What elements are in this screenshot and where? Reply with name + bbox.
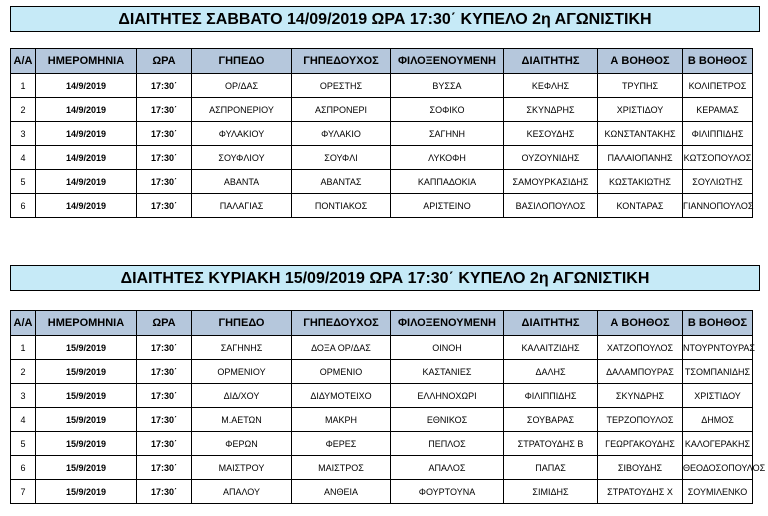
header-aa: Α/Α <box>11 49 36 74</box>
cell-time: 17:30΄ <box>137 408 192 432</box>
sunday-referees-table <box>10 310 766 504</box>
header-away-team: ΦΙΛΟΞΕΝΟΥΜΕΝΗ <box>391 49 504 74</box>
header-away-team: ΦΙΛΟΞΕΝΟΥΜΕΝΗ <box>391 311 504 336</box>
cell-time: 17:30΄ <box>137 146 192 170</box>
header-assistant-a: Α ΒΟΗΘΟΣ <box>598 49 683 74</box>
cell-home-team: ΠΟΝΤΙΑΚΟΣ <box>292 194 391 218</box>
cell-assistant-b: ΝΤΟΥΡΝΤΟΥΡΑΣ <box>683 336 753 360</box>
table-row <box>11 170 753 194</box>
cell-date: 14/9/2019 <box>36 170 137 194</box>
cell-assistant-a: ΚΩΝΣΤΑΝΤΑΚΗΣ <box>598 122 683 146</box>
header-field: ΓΗΠΕΔΟ <box>192 49 292 74</box>
cell-date: 14/9/2019 <box>36 194 137 218</box>
cell-assistant-a: ΣΙΒΟΥΔΗΣ <box>598 456 683 480</box>
cell-assistant-b: ΣΟΥΜΙΛΕΝΚΟ <box>683 480 753 504</box>
table-row <box>11 146 753 170</box>
cell-home-team: ΔΙΔΥΜΟΤΕΙΧΟ <box>292 384 391 408</box>
cell-home-team: ΣΟΥΦΛΙ <box>292 146 391 170</box>
cell-date: 14/9/2019 <box>36 74 137 98</box>
cell-referee: ΣΙΜΙΔΗΣ <box>504 480 598 504</box>
cell-away-team: ΚΑΠΠΑΔΟΚΙΑ <box>391 170 504 194</box>
table-row <box>11 408 753 432</box>
cell-date: 15/9/2019 <box>36 408 137 432</box>
cell-home-team: ΔΟΞΑ ΟΡ/ΔΑΣ <box>292 336 391 360</box>
cell-assistant-b: ΣΟΥΛΙΩΤΗΣ <box>683 170 753 194</box>
cell-field: ΣΑΓΗΝΗΣ <box>192 336 292 360</box>
cell-away-team: ΑΠΑΛΟΣ <box>391 456 504 480</box>
cell-away-team: ΣΑΓΗΝΗ <box>391 122 504 146</box>
cell-field: ΣΟΥΦΛΙΟΥ <box>192 146 292 170</box>
cell-referee: ΒΑΣΙΛΟΠΟΥΛΟΣ <box>504 194 598 218</box>
header-date: ΗΜΕΡΟΜΗΝΙΑ <box>36 49 137 74</box>
cell-date: 15/9/2019 <box>36 432 137 456</box>
cell-field: ΑΣΠΡΟΝΕΡΙΟΥ <box>192 98 292 122</box>
table-row <box>11 480 753 504</box>
cell-field: ΔΙΔ/ΧΟΥ <box>192 384 292 408</box>
header-assistant-b: Β ΒΟΗΘΟΣ <box>683 311 753 336</box>
cell-aa: 4 <box>11 146 36 170</box>
cell-field: ΑΒΑΝΤΑ <box>192 170 292 194</box>
cell-time: 17:30΄ <box>137 194 192 218</box>
cell-time: 17:30΄ <box>137 122 192 146</box>
cell-assistant-a: ΣΚΥΝΔΡΗΣ <box>598 384 683 408</box>
cell-assistant-a: ΤΡΥΠΗΣ <box>598 74 683 98</box>
cell-assistant-b: ΚΩΤΣΟΠΟΥΛΟΣ <box>683 146 753 170</box>
cell-referee: ΔΑΛΗΣ <box>504 360 598 384</box>
cell-assistant-b: ΚΕΡΑΜΑΣ <box>683 98 753 122</box>
cell-assistant-a: ΚΩΣΤΑΚΙΩΤΗΣ <box>598 170 683 194</box>
cell-time: 17:30΄ <box>137 98 192 122</box>
cell-referee: ΣΚΥΝΔΡΗΣ <box>504 98 598 122</box>
table-row <box>11 74 753 98</box>
cell-date: 15/9/2019 <box>36 360 137 384</box>
header-field: ΓΗΠΕΔΟ <box>192 311 292 336</box>
cell-aa: 1 <box>11 74 36 98</box>
cell-aa: 3 <box>11 122 36 146</box>
cell-home-team: ΦΥΛΑΚΙΟ <box>292 122 391 146</box>
cell-time: 17:30΄ <box>137 336 192 360</box>
cell-home-team: ΜΑΚΡΗ <box>292 408 391 432</box>
header-assistant-a: Α ΒΟΗΘΟΣ <box>598 311 683 336</box>
cell-aa: 3 <box>11 384 36 408</box>
cell-assistant-a: ΧΑΤΖΟΠΟΥΛΟΣ <box>598 336 683 360</box>
cell-assistant-a: ΣΤΡΑΤΟΥΔΗΣ Χ <box>598 480 683 504</box>
cell-field: ΑΠΑΛΟΥ <box>192 480 292 504</box>
cell-referee: ΟΥΖΟΥΝΙΔΗΣ <box>504 146 598 170</box>
table-row <box>11 456 753 480</box>
cell-assistant-a: ΓΕΩΡΓΑΚΟΥΔΗΣ <box>598 432 683 456</box>
cell-referee: ΣΑΜΟΥΡΚΑΣΙΔΗΣ <box>504 170 598 194</box>
cell-field: ΜΑΙΣΤΡΟΥ <box>192 456 292 480</box>
cell-assistant-a: ΚΟΝΤΑΡΑΣ <box>598 194 683 218</box>
cell-field: ΠΑΛΑΓΙΑΣ <box>192 194 292 218</box>
cell-home-team: ΑΝΘΕΙΑ <box>292 480 391 504</box>
cell-assistant-b: ΤΣΟΜΠΑΝΙΔΗΣ <box>683 360 753 384</box>
table-row <box>11 336 753 360</box>
header-date: ΗΜΕΡΟΜΗΝΙΑ <box>36 311 137 336</box>
cell-field: ΟΡΜΕΝΙΟΥ <box>192 360 292 384</box>
cell-time: 17:30΄ <box>137 456 192 480</box>
cell-assistant-a: ΤΕΡΖΟΠΟΥΛΟΣ <box>598 408 683 432</box>
header-assistant-b: Β ΒΟΗΘΟΣ <box>683 49 753 74</box>
cell-away-team: ΕΘΝΙΚΟΣ <box>391 408 504 432</box>
cell-home-team: ΟΡΕΣΤΗΣ <box>292 74 391 98</box>
header-home-team: ΓΗΠΕΔΟΥΧΟΣ <box>292 49 391 74</box>
cell-assistant-a: ΔΑΛΑΜΠΟΥΡΑΣ <box>598 360 683 384</box>
cell-assistant-b: ΓΙΑΝΝΟΠΟΥΛΟΣ <box>683 194 753 218</box>
cell-date: 14/9/2019 <box>36 122 137 146</box>
cell-aa: 5 <box>11 432 36 456</box>
table-row <box>11 384 753 408</box>
header-home-team: ΓΗΠΕΔΟΥΧΟΣ <box>292 311 391 336</box>
table-row <box>11 122 753 146</box>
table-row <box>11 98 753 122</box>
cell-referee: ΚΕΦΛΗΣ <box>504 74 598 98</box>
cell-referee: ΚΕΣΟΥΔΗΣ <box>504 122 598 146</box>
cell-assistant-b: ΧΡΙΣΤΙΔΟΥ <box>683 384 753 408</box>
cell-aa: 4 <box>11 408 36 432</box>
section-2-title: ΔΙΑΙΤΗΤΕΣ ΚΥΡΙΑΚΗ 15/09/2019 ΩΡΑ 17:30΄ ΚΥΠΕΛΟ 2η ΑΓΩΝΙΣΤΙΚΗ <box>10 265 760 291</box>
cell-aa: 6 <box>11 194 36 218</box>
cell-assistant-b: ΚΑΛΟΓΕΡΑΚΗΣ <box>683 432 753 456</box>
cell-assistant-b: ΦΙΛΙΠΠΙΔΗΣ <box>683 122 753 146</box>
cell-away-team: ΑΡΙΣΤΕΙΝΟ <box>391 194 504 218</box>
saturday-referees-table <box>10 48 753 218</box>
header-aa: Α/Α <box>11 311 36 336</box>
cell-date: 15/9/2019 <box>36 480 137 504</box>
cell-field: ΦΕΡΩΝ <box>192 432 292 456</box>
cell-referee: ΣΟΥΒΑΡΑΣ <box>504 408 598 432</box>
cell-date: 14/9/2019 <box>36 98 137 122</box>
cell-home-team: ΦΕΡΕΣ <box>292 432 391 456</box>
table-row <box>11 360 753 384</box>
header-time: ΩΡΑ <box>137 49 192 74</box>
cell-time: 17:30΄ <box>137 170 192 194</box>
cell-home-team: ΟΡΜΕΝΙΟ <box>292 360 391 384</box>
cell-aa: 2 <box>11 98 36 122</box>
cell-home-team: ΜΑΙΣΤΡΟΣ <box>292 456 391 480</box>
header-time: ΩΡΑ <box>137 311 192 336</box>
cell-away-team: ΕΛΛΗΝΟΧΩΡΙ <box>391 384 504 408</box>
cell-assistant-b: ΔΗΜΟΣ <box>683 408 753 432</box>
cell-aa: 7 <box>11 480 36 504</box>
cell-home-team: ΑΒΑΝΤΑΣ <box>292 170 391 194</box>
cell-field: ΟΡ/ΔΑΣ <box>192 74 292 98</box>
cell-field: Μ.ΑΕΤΩΝ <box>192 408 292 432</box>
cell-field: ΦΥΛΑΚΙΟΥ <box>192 122 292 146</box>
cell-referee: ΠΑΠΑΣ <box>504 456 598 480</box>
cell-time: 17:30΄ <box>137 384 192 408</box>
cell-referee: ΣΤΡΑΤΟΥΔΗΣ Β <box>504 432 598 456</box>
cell-time: 17:30΄ <box>137 74 192 98</box>
header-referee: ΔΙΑΙΤΗΤΗΣ <box>504 49 598 74</box>
cell-date: 15/9/2019 <box>36 336 137 360</box>
cell-away-team: ΠΕΠΛΟΣ <box>391 432 504 456</box>
cell-aa: 6 <box>11 456 36 480</box>
cell-aa: 1 <box>11 336 36 360</box>
cell-home-team: ΑΣΠΡΟΝΕΡΙ <box>292 98 391 122</box>
cell-time: 17:30΄ <box>137 432 192 456</box>
cell-away-team: ΒΥΣΣΑ <box>391 74 504 98</box>
cell-aa: 2 <box>11 360 36 384</box>
cell-date: 15/9/2019 <box>36 384 137 408</box>
cell-away-team: ΟΙΝΟΗ <box>391 336 504 360</box>
cell-referee: ΦΙΛΙΠΠΙΔΗΣ <box>504 384 598 408</box>
cell-referee: ΚΑΛΑΙΤΖΙΔΗΣ <box>504 336 598 360</box>
cell-time: 17:30΄ <box>137 480 192 504</box>
cell-away-team: ΛΥΚΟΦΗ <box>391 146 504 170</box>
cell-away-team: ΚΑΣΤΑΝΙΕΣ <box>391 360 504 384</box>
table-row <box>11 432 753 456</box>
table-row <box>11 194 753 218</box>
cell-assistant-b: ΚΟΛΙΠΕΤΡΟΣ <box>683 74 753 98</box>
cell-away-team: ΦΟΥΡΤΟΥΝΑ <box>391 480 504 504</box>
cell-assistant-b: ΘΕΟΔΟΣΟΠΟΥΛΟΣ <box>683 456 753 480</box>
cell-assistant-a: ΧΡΙΣΤΙΔΟΥ <box>598 98 683 122</box>
cell-date: 15/9/2019 <box>36 456 137 480</box>
section-1-title: ΔΙΑΙΤΗΤΕΣ ΣΑΒΒΑΤΟ 14/09/2019 ΩΡΑ 17:30΄ ΚΥΠΕΛΟ 2η ΑΓΩΝΙΣΤΙΚΗ <box>10 6 760 32</box>
cell-time: 17:30΄ <box>137 360 192 384</box>
cell-date: 14/9/2019 <box>36 146 137 170</box>
cell-assistant-a: ΠΑΛΑΙΟΠΑΝΗΣ <box>598 146 683 170</box>
cell-away-team: ΣΟΦΙΚΟ <box>391 98 504 122</box>
cell-aa: 5 <box>11 170 36 194</box>
header-referee: ΔΙΑΙΤΗΤΗΣ <box>504 311 598 336</box>
